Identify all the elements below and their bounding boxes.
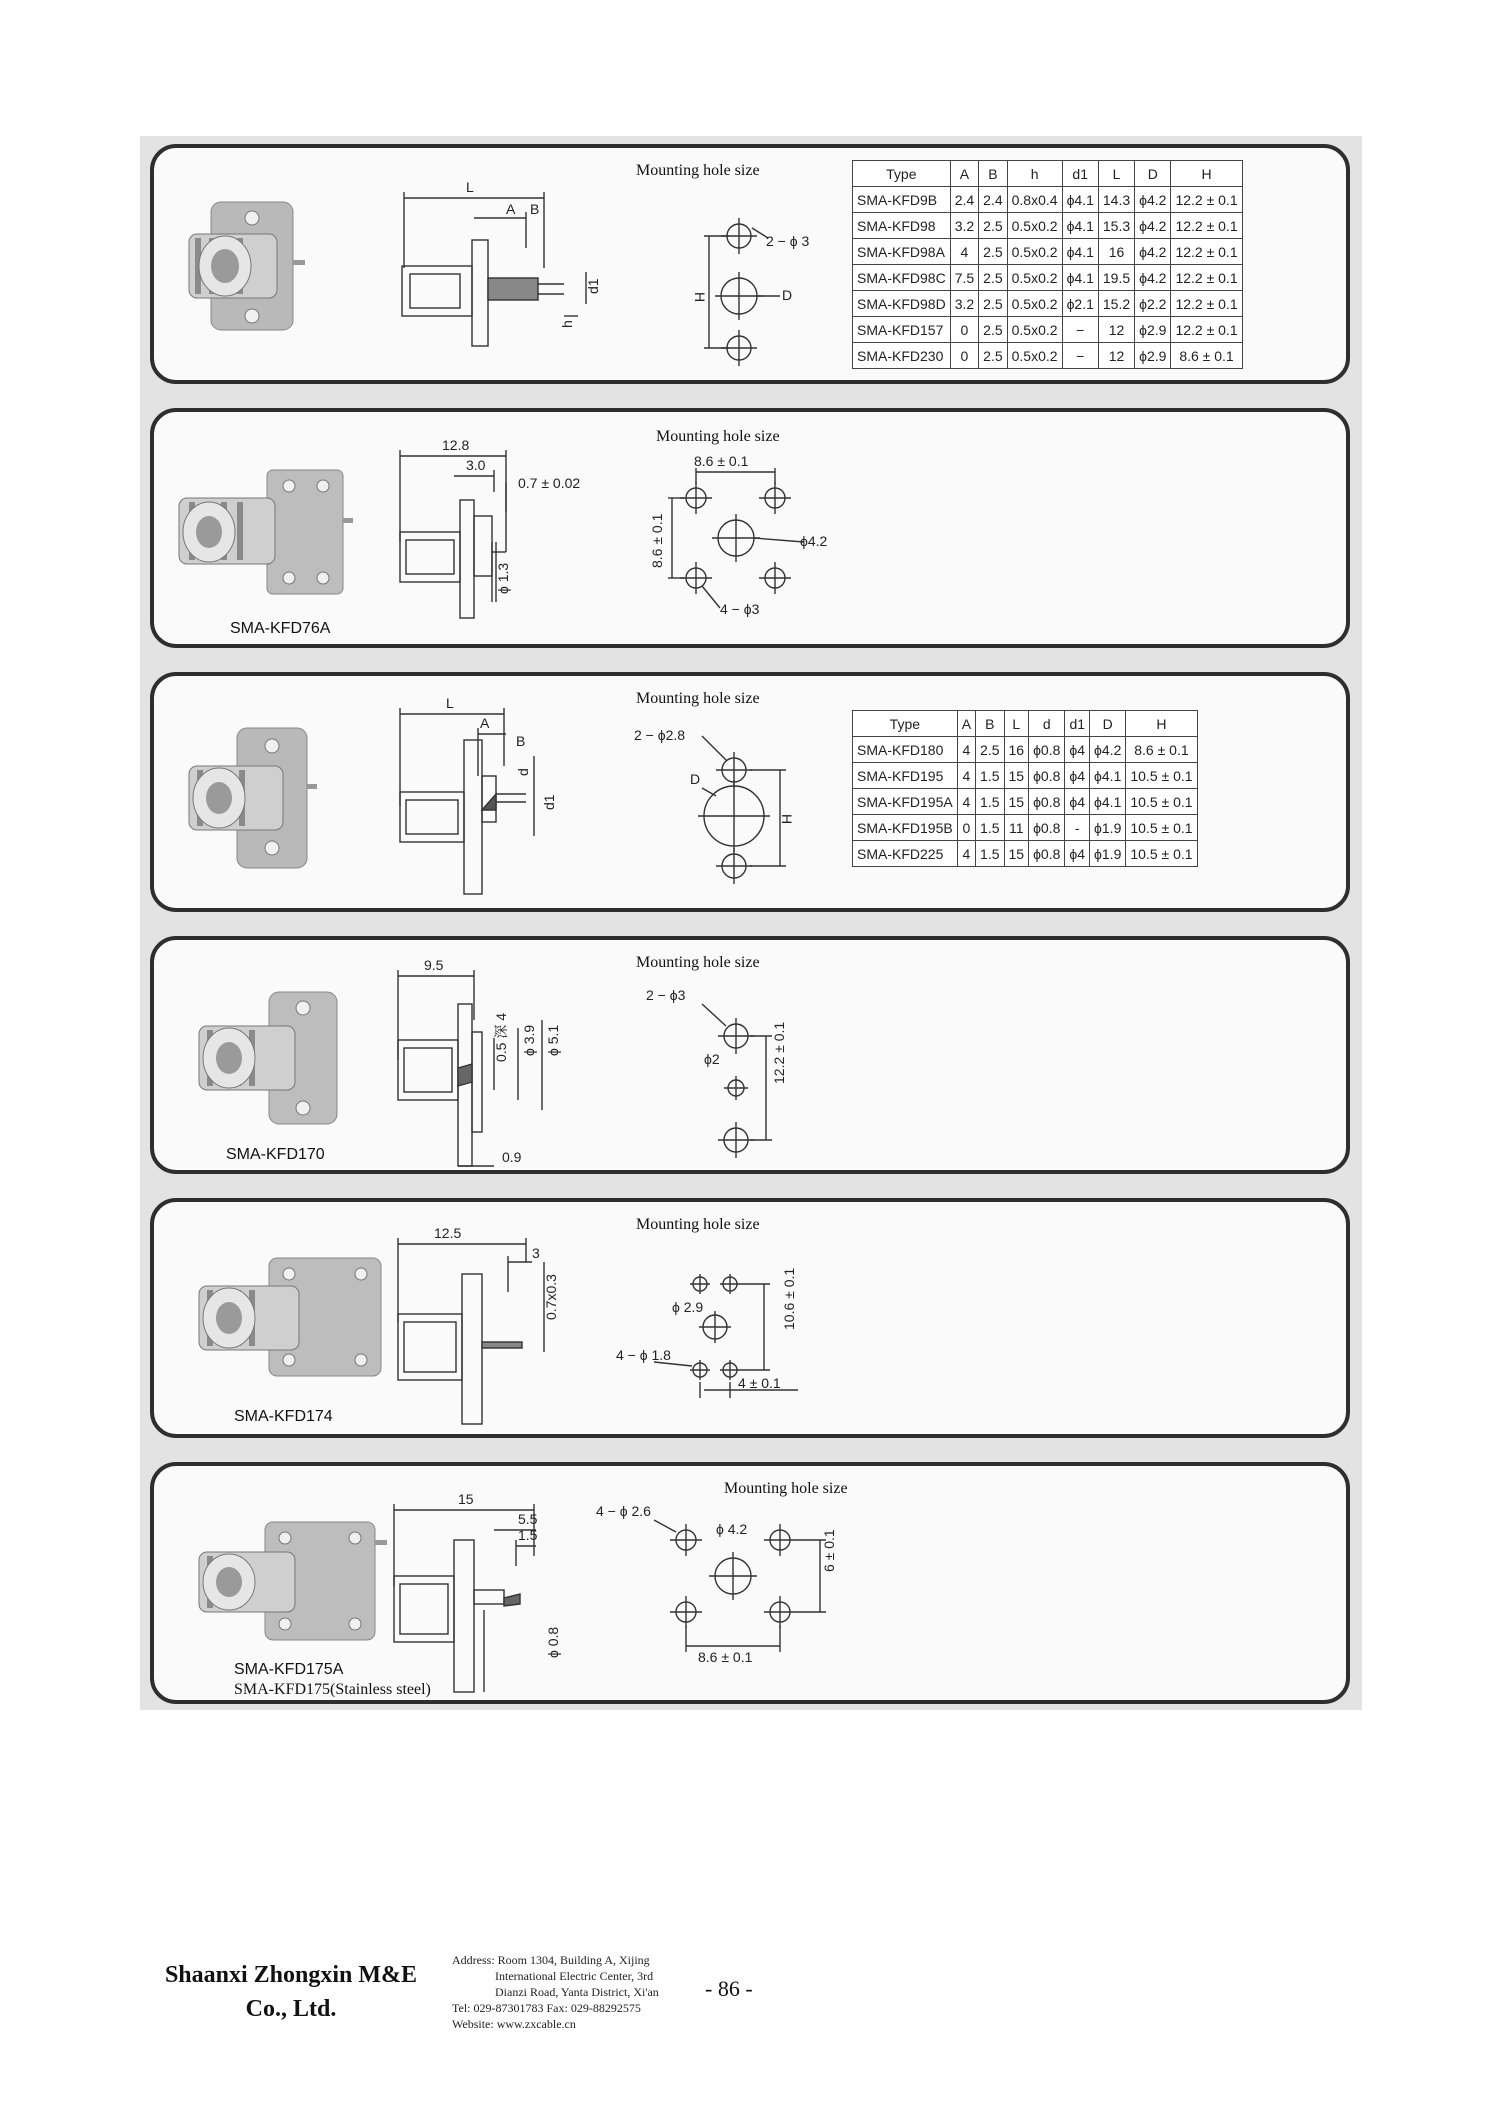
value-cell: 0 [950,317,978,343]
dim-vspan: 8.6 ± 0.1 [649,513,665,568]
value-cell: 0.5x0.2 [1007,239,1062,265]
company-name-line1: Shaanxi Zhongxin M&E [164,1962,418,1988]
mounting-hole-label: Mounting hole size [656,428,780,445]
type-cell: SMA-KFD195 [853,763,958,789]
value-cell: 3.2 [950,291,978,317]
type-cell: SMA-KFD98A [853,239,951,265]
product-panel-kfd180 [150,672,1350,912]
value-cell: ϕ4 [1065,763,1090,789]
value-cell: ϕ4 [1065,789,1090,815]
value-cell: ϕ0.8 [1029,763,1065,789]
value-cell: 7.5 [950,265,978,291]
company-name-line2: Co., Ltd. [245,1996,337,2022]
connector-photo [179,470,353,594]
address-line2: International Electric Center, 3rd [495,1969,654,1983]
column-header: d1 [1065,711,1090,737]
table-row [853,291,1243,317]
product-panel-kfd76a [150,408,1350,648]
dim-length: 12.5 [434,1225,462,1241]
value-cell: 15.2 [1098,291,1134,317]
phone-fax: Tel: 029-87301783 Fax: 029-88292575 [452,2001,641,2015]
table-row [853,789,1198,815]
mounting-hole-label: Mounting hole size [636,1216,760,1233]
table-header-row [853,161,1243,187]
model-label: SMA-KFD76A [230,620,331,637]
type-cell: SMA-KFD98 [853,213,951,239]
dim-pin: 0.7x0.3 [543,1274,559,1320]
dim-length: 12.8 [442,437,470,453]
product-panel-kfd174 [150,1198,1350,1438]
column-header: Type [853,161,951,187]
catalog-sheet [140,136,1362,1710]
column-header: Type [853,711,958,737]
dim-hole-count: 2 − ϕ2.8 [634,727,686,743]
dim-hspan: 4 ± 0.1 [738,1375,781,1391]
column-header: B [976,711,1004,737]
table-row [853,187,1243,213]
type-cell: SMA-KFD195A [853,789,958,815]
type-cell: SMA-KFD180 [853,737,958,763]
mounting-hole-label: Mounting hole size [724,1480,848,1497]
dim-center-hole: ϕ2 [704,1051,720,1067]
connector-photo [189,202,305,330]
type-cell: SMA-KFD195B [853,815,958,841]
connector-photo [199,992,337,1124]
panel-drawings [154,940,1354,1178]
spec-table [852,160,1243,369]
dim-flange: 3.0 [466,457,486,473]
column-header: H [1126,711,1197,737]
mounting-hole-pattern [698,736,786,884]
dim-outer-dia: ϕ 5.1 [545,1024,561,1056]
value-cell: 2.5 [979,265,1007,291]
dim-B: B [530,201,540,217]
value-cell: 10.5 ± 0.1 [1126,789,1197,815]
dim-vspan: 6 ± 0.1 [821,1529,837,1572]
dim-d: d [515,768,531,776]
value-cell: 2.5 [979,317,1007,343]
table-row [853,737,1198,763]
model-note: SMA-KFD175(Stainless steel) [234,1681,431,1698]
mounting-hole-label: Mounting hole size [636,162,760,179]
side-view-drawing [398,1238,544,1424]
dim-D: D [690,771,701,787]
connector-photo [189,728,317,868]
column-header: D [1090,711,1126,737]
table-row [853,213,1243,239]
value-cell: 8.6 ± 0.1 [1126,737,1197,763]
connector-photo [199,1258,381,1376]
value-cell: 10.5 ± 0.1 [1126,841,1197,867]
value-cell: 0 [957,815,975,841]
panel-drawings [154,1202,1354,1442]
value-cell: 2.4 [979,187,1007,213]
value-cell: ϕ0.8 [1029,789,1065,815]
value-cell: 1.5 [976,815,1004,841]
dim-b: 1.5 [518,1527,538,1543]
dim-length: 15 [458,1491,474,1507]
value-cell: ϕ4.2 [1135,187,1171,213]
value-cell: − [1062,343,1098,369]
value-cell: ϕ1.9 [1090,815,1126,841]
product-panel-kfd175 [150,1462,1350,1704]
value-cell: ϕ4 [1065,737,1090,763]
value-cell: 14.3 [1098,187,1134,213]
value-cell: 2.5 [976,737,1004,763]
value-cell: 15 [1004,763,1029,789]
dim-B: B [516,733,526,749]
side-view-drawing [400,450,506,618]
mounting-hole-label: Mounting hole size [636,954,760,971]
value-cell: 10.5 ± 0.1 [1126,763,1197,789]
dim-hspan: 8.6 ± 0.1 [694,453,749,469]
column-header: D [1135,161,1171,187]
table-row [853,841,1198,867]
value-cell: ϕ2.9 [1135,343,1171,369]
mounting-hole-pattern [668,468,804,608]
value-cell: 12.2 ± 0.1 [1171,187,1242,213]
value-cell: ϕ4.1 [1090,763,1126,789]
dim-inner-dia: ϕ 3.9 [521,1024,537,1056]
value-cell: 1.5 [976,789,1004,815]
table-header-row [853,711,1198,737]
value-cell: 0.8x0.4 [1007,187,1062,213]
value-cell: 12.2 ± 0.1 [1171,265,1242,291]
value-cell: 4 [950,239,978,265]
value-cell: ϕ4 [1065,841,1090,867]
dim-depth: 0.5 深 4 [493,1012,509,1062]
column-header: h [1007,161,1062,187]
dim-hole-count: 4 − ϕ3 [720,601,760,617]
dim-vspan: 10.6 ± 0.1 [781,1267,797,1330]
type-cell: SMA-KFD230 [853,343,951,369]
value-cell: 4 [957,763,975,789]
value-cell: 12.2 ± 0.1 [1171,317,1242,343]
value-cell: − [1062,317,1098,343]
dim-D: D [782,287,793,303]
table-row [853,343,1243,369]
column-header: d1 [1062,161,1098,187]
model-label: SMA-KFD174 [234,1408,333,1425]
dim-pin: 0.7 ± 0.02 [518,475,581,491]
value-cell: 1.5 [976,763,1004,789]
value-cell: 12 [1098,343,1134,369]
table-row [853,317,1243,343]
dim-hole-count: 2 − ϕ 3 [766,233,810,249]
value-cell: 0.5x0.2 [1007,291,1062,317]
panel-drawings [154,412,1354,652]
value-cell: 16 [1098,239,1134,265]
type-cell: SMA-KFD98D [853,291,951,317]
value-cell: 12.2 ± 0.1 [1171,239,1242,265]
value-cell: ϕ2.2 [1135,291,1171,317]
value-cell: 16 [1004,737,1029,763]
value-cell: 4 [957,841,975,867]
table-row [853,239,1243,265]
dim-h: h [559,320,575,328]
dim-A: A [480,715,490,731]
value-cell: 2.5 [979,343,1007,369]
connector-photo [199,1522,387,1640]
dim-L: L [446,695,454,711]
value-cell: ϕ0.8 [1029,815,1065,841]
dim-d1: d1 [541,794,557,810]
column-header: B [979,161,1007,187]
model-label [234,1660,431,1700]
dim-a: 5.5 [518,1511,538,1527]
column-header: H [1171,161,1242,187]
value-cell: - [1065,815,1090,841]
model-name: SMA-KFD175A [234,1661,344,1678]
dim-hole-count: 4 − ϕ 2.6 [596,1503,651,1519]
value-cell: 0.5x0.2 [1007,265,1062,291]
value-cell: 2.4 [950,187,978,213]
side-view-drawing [400,708,534,894]
mounting-hole-pattern [702,1004,772,1158]
product-panel-kfd170 [150,936,1350,1174]
value-cell: 19.5 [1098,265,1134,291]
value-cell: 3.2 [950,213,978,239]
value-cell: 8.6 ± 0.1 [1171,343,1242,369]
dim-H: H [779,814,795,825]
dim-center-hole: ϕ4.2 [800,533,828,549]
value-cell: ϕ2.1 [1062,291,1098,317]
value-cell: 2.5 [979,239,1007,265]
value-cell: 2.5 [979,291,1007,317]
value-cell: ϕ4.1 [1062,239,1098,265]
table-row [853,763,1198,789]
column-header: A [957,711,975,737]
type-cell: SMA-KFD157 [853,317,951,343]
dim-pin-dia: ϕ 0.8 [545,1626,561,1658]
dim-hole-count: 2 − ϕ3 [646,987,686,1003]
dim-A: A [506,201,516,217]
value-cell: ϕ0.8 [1029,737,1065,763]
value-cell: 15 [1004,789,1029,815]
dim-vspan: 12.2 ± 0.1 [771,1021,787,1084]
company-name [146,1958,436,2026]
value-cell: ϕ4.1 [1062,187,1098,213]
mounting-hole-label: Mounting hole size [636,690,760,707]
dim-length: 9.5 [424,957,444,973]
dim-hole-count: 4 − ϕ 1.8 [616,1347,671,1363]
value-cell: ϕ4.1 [1062,213,1098,239]
value-cell: 11 [1004,815,1029,841]
value-cell: ϕ4.1 [1090,789,1126,815]
table-row [853,815,1198,841]
address-line3: Dianzi Road, Yanta District, Xi'an [495,1985,659,1999]
type-cell: SMA-KFD98C [853,265,951,291]
dim-d1: d1 [585,278,601,294]
value-cell: 4 [957,737,975,763]
value-cell: 4 [957,789,975,815]
dim-pin-dia: ϕ 1.3 [495,562,511,594]
value-cell: 12 [1098,317,1134,343]
side-view-drawing [398,970,542,1166]
value-cell: ϕ0.8 [1029,841,1065,867]
dim-flange: 3 [532,1245,540,1261]
model-label: SMA-KFD170 [226,1146,325,1163]
value-cell: 10.5 ± 0.1 [1126,815,1197,841]
website: Website: www.zxcable.cn [452,2017,576,2031]
value-cell: 15 [1004,841,1029,867]
value-cell: 15.3 [1098,213,1134,239]
value-cell: 0.5x0.2 [1007,213,1062,239]
dim-base: 0.9 [502,1149,522,1165]
product-panel-kfd9b [150,144,1350,384]
value-cell: ϕ4.2 [1135,239,1171,265]
value-cell: 12.2 ± 0.1 [1171,291,1242,317]
value-cell: ϕ4.2 [1090,737,1126,763]
value-cell: 0.5x0.2 [1007,343,1062,369]
value-cell: ϕ4.1 [1062,265,1098,291]
table-row [853,265,1243,291]
type-cell: SMA-KFD225 [853,841,958,867]
contact-block [452,1952,692,2032]
column-header: L [1098,161,1134,187]
value-cell: 0 [950,343,978,369]
dim-center-hole: ϕ 2.9 [672,1299,704,1315]
column-header: A [950,161,978,187]
mounting-hole-pattern [654,1520,826,1652]
dim-hspan: 8.6 ± 0.1 [698,1649,753,1665]
address-line1: Address: Room 1304, Building A, Xijing [452,1953,650,1967]
dim-L: L [466,179,474,195]
column-header: L [1004,711,1029,737]
value-cell: 1.5 [976,841,1004,867]
value-cell: ϕ1.9 [1090,841,1126,867]
value-cell: 2.5 [979,213,1007,239]
value-cell: ϕ4.2 [1135,265,1171,291]
value-cell: ϕ2.9 [1135,317,1171,343]
spec-table [852,710,1198,867]
type-cell: SMA-KFD9B [853,187,951,213]
value-cell: 0.5x0.2 [1007,317,1062,343]
value-cell: ϕ4.2 [1135,213,1171,239]
column-header: d [1029,711,1065,737]
value-cell: 12.2 ± 0.1 [1171,213,1242,239]
dim-H: H [692,292,708,303]
dim-center-hole: ϕ 4.2 [716,1521,748,1537]
page-number: - 86 - [705,1976,753,2001]
